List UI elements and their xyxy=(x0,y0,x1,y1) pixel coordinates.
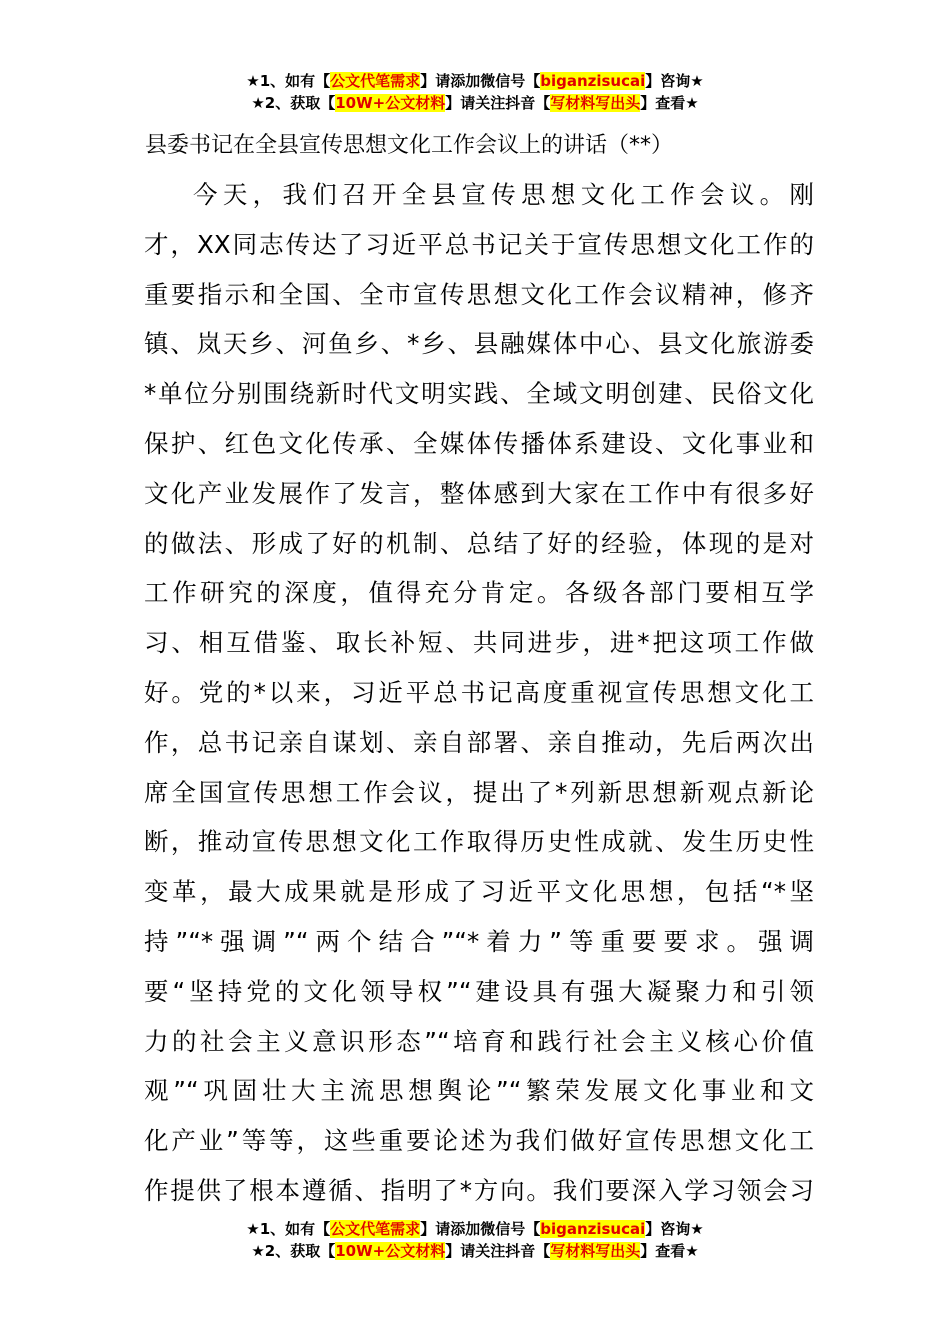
body-line: 断，推动宣传思想文化工作取得历史性成就、发生历史性 xyxy=(144,827,814,857)
body-line: 的做法、形成了好的机制、总结了好的经验，体现的是对 xyxy=(144,528,814,558)
body-line: 观”“巩固壮大主流思想舆论”“繁荣发展文化事业和文 xyxy=(144,1076,814,1106)
body-line: 文化产业发展作了发言，整体感到大家在工作中有很多好 xyxy=(144,478,814,508)
body-line: 要“坚持党的文化领导权”“建设具有强大凝聚力和引领 xyxy=(144,976,814,1006)
banner-line-2-highlight-2: 写材料写出头 xyxy=(550,94,641,112)
body-line: 变革，最大成果就是形成了习近平文化思想，包括“*坚 xyxy=(144,877,814,907)
body-line: 镇、岚天乡、河鱼乡、*乡、县融媒体中心、县文化旅游委 xyxy=(144,329,814,359)
banner-line-2-pre: ★2、获取【 xyxy=(251,94,336,112)
body-line: 今天，我们召开全县宣传思想文化工作会议。刚 xyxy=(193,180,814,209)
footer-line-1-pre: ★1、如有【 xyxy=(246,1220,331,1238)
body-line: *单位分别围绕新时代文明实践、全域文明创建、民俗文化 xyxy=(144,379,814,409)
banner-line-1-post: 】咨询★ xyxy=(645,72,704,90)
body-line: 重要指示和全国、全市宣传思想文化工作会议精神，修齐 xyxy=(144,279,814,309)
body-line: 工作研究的深度，值得充分肯定。各级各部门要相互学 xyxy=(144,578,814,608)
footer-line-1-post: 】咨询★ xyxy=(645,1220,704,1238)
footer-line-2-highlight-2: 写材料写出头 xyxy=(550,1242,641,1260)
body-line: 席全国宣传思想工作会议，提出了*列新思想新观点新论 xyxy=(144,777,814,807)
footer-line-2-pre: ★2、获取【 xyxy=(251,1242,336,1260)
body-line: 化产业”等等，这些重要论述为我们做好宣传思想文化工 xyxy=(144,1126,814,1156)
banner-line-1 xyxy=(0,70,950,92)
body-line: 力的社会主义意识形态”“培育和践行社会主义核心价值 xyxy=(144,1026,814,1056)
body-line: 才，XX同志传达了习近平总书记关于宣传思想文化工作的 xyxy=(144,229,814,259)
footer-line-2-mid: 】请关注抖音【 xyxy=(445,1242,551,1260)
banner-line-1-pre: ★1、如有【 xyxy=(246,72,331,90)
footer-banner xyxy=(0,1218,950,1262)
body-line: 保护、红色文化传承、全媒体传播体系建设、文化事业和 xyxy=(144,428,814,458)
banner-line-1-highlight-1: 公文代笔需求 xyxy=(330,72,421,90)
footer-line-1 xyxy=(0,1218,950,1240)
body-line: 持”“*强调”“两个结合”“*着力”等重要要求。强调 xyxy=(144,926,814,956)
body-line: 习、相互借鉴、取长补短、共同进步，进*把这项工作做 xyxy=(144,628,814,658)
banner-line-2-mid: 】请关注抖音【 xyxy=(445,94,551,112)
banner-line-1-mid: 】请添加微信号【 xyxy=(420,72,541,90)
footer-line-1-mid: 】请添加微信号【 xyxy=(420,1220,541,1238)
banner-line-1-highlight-2: biganzisucai xyxy=(540,72,646,90)
footer-line-1-highlight-2: biganzisucai xyxy=(540,1220,646,1238)
document-body xyxy=(144,170,814,1216)
banner-line-2-post: 】查看★ xyxy=(640,94,699,112)
footer-line-2-post: 】查看★ xyxy=(640,1242,699,1260)
footer-line-2 xyxy=(0,1240,950,1262)
footer-line-1-highlight-1: 公文代笔需求 xyxy=(330,1220,421,1238)
header-banner xyxy=(0,70,950,114)
document-title: 县委书记在全县宣传思想文化工作会议上的讲话（**） xyxy=(145,133,674,158)
banner-line-2-highlight-1: 10W+公文材料 xyxy=(335,94,446,112)
body-line: 作，总书记亲自谋划、亲自部署、亲自推动，先后两次出 xyxy=(144,727,814,757)
banner-line-2 xyxy=(0,92,950,114)
body-line: 好。党的*以来，习近平总书记高度重视宣传思想文化工 xyxy=(144,677,814,707)
footer-line-2-highlight-1: 10W+公文材料 xyxy=(335,1242,446,1260)
body-line: 作提供了根本遵循、指明了*方向。我们要深入学习领会习 xyxy=(144,1175,814,1205)
